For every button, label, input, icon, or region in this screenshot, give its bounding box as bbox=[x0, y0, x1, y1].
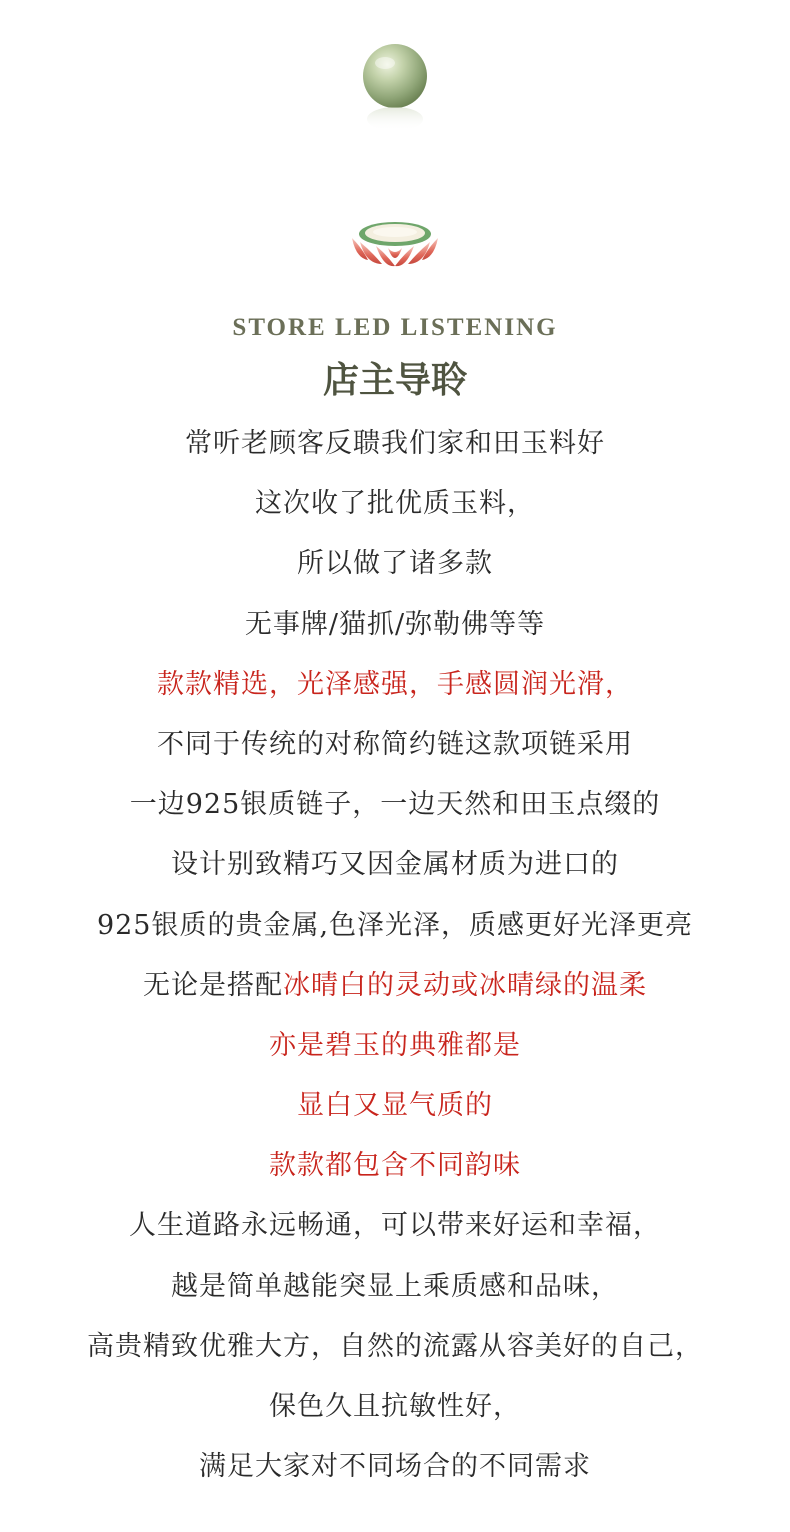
line-text: 这次收了批优质玉料， bbox=[255, 488, 535, 520]
description-lines bbox=[0, 414, 790, 1497]
description-line bbox=[0, 1437, 790, 1497]
description-line bbox=[0, 474, 790, 534]
line-text: 925银质的贵金属,色泽光泽，质感更好光泽更亮 bbox=[96, 909, 694, 941]
description-line bbox=[0, 1377, 790, 1437]
description-line bbox=[0, 1136, 790, 1196]
line-text: 设计别致精巧又因金属材质为进口的 bbox=[171, 849, 619, 881]
description-line bbox=[0, 655, 790, 715]
description-line bbox=[0, 1257, 790, 1317]
section-subtitle-en: STORE LED LISTENING bbox=[232, 314, 558, 341]
description-line bbox=[0, 956, 790, 1016]
description-line bbox=[0, 775, 790, 835]
highlighted-text: 款款精选，光泽感强，手感圆润光滑， bbox=[157, 668, 633, 700]
section-title: 店主导聆 bbox=[322, 359, 467, 401]
description-line bbox=[0, 896, 790, 956]
lotus-icon bbox=[346, 212, 444, 268]
line-text: 满足大家对不同场合的不同需求 bbox=[199, 1451, 591, 1483]
description-line bbox=[0, 1016, 790, 1076]
highlighted-text: 款款都包含不同韵味 bbox=[269, 1150, 521, 1182]
line-text: 越是简单越能突显上乘质感和品味， bbox=[171, 1270, 619, 1302]
line-text: 一边925银质链子，一边天然和田玉点缀的 bbox=[129, 789, 661, 821]
description-line bbox=[0, 1196, 790, 1256]
line-text: 高贵精致优雅大方，自然的流露从容美好的自己， bbox=[87, 1330, 703, 1362]
line-text: 常听老顾客反聩我们家和田玉料好 bbox=[185, 428, 605, 459]
description-line bbox=[0, 715, 790, 775]
highlighted-text: 亦是碧玉的典雅都是 bbox=[269, 1029, 521, 1061]
description-line bbox=[0, 1317, 790, 1377]
description-line bbox=[0, 595, 790, 655]
line-text: 所以做了诸多款 bbox=[297, 548, 493, 580]
line-text: 人生道路永远畅通，可以带来好运和幸福， bbox=[129, 1210, 661, 1242]
highlighted-text: 冰晴白的灵动或冰晴绿的温柔 bbox=[283, 969, 647, 1001]
description-line bbox=[0, 835, 790, 895]
line-text: 无事牌/猫抓/弥勒佛等等 bbox=[244, 608, 546, 640]
description-line bbox=[0, 414, 790, 474]
line-text: 保色久且抗敏性好， bbox=[269, 1391, 521, 1422]
line-text: 不同于传统的对称简约链这款项链采用 bbox=[157, 728, 633, 760]
jade-bead-icon bbox=[360, 43, 430, 133]
description-line bbox=[0, 534, 790, 594]
description-line bbox=[0, 1076, 790, 1136]
line-text: 无论是搭配 bbox=[143, 969, 283, 1001]
highlighted-text: 显白又显气质的 bbox=[297, 1090, 493, 1122]
